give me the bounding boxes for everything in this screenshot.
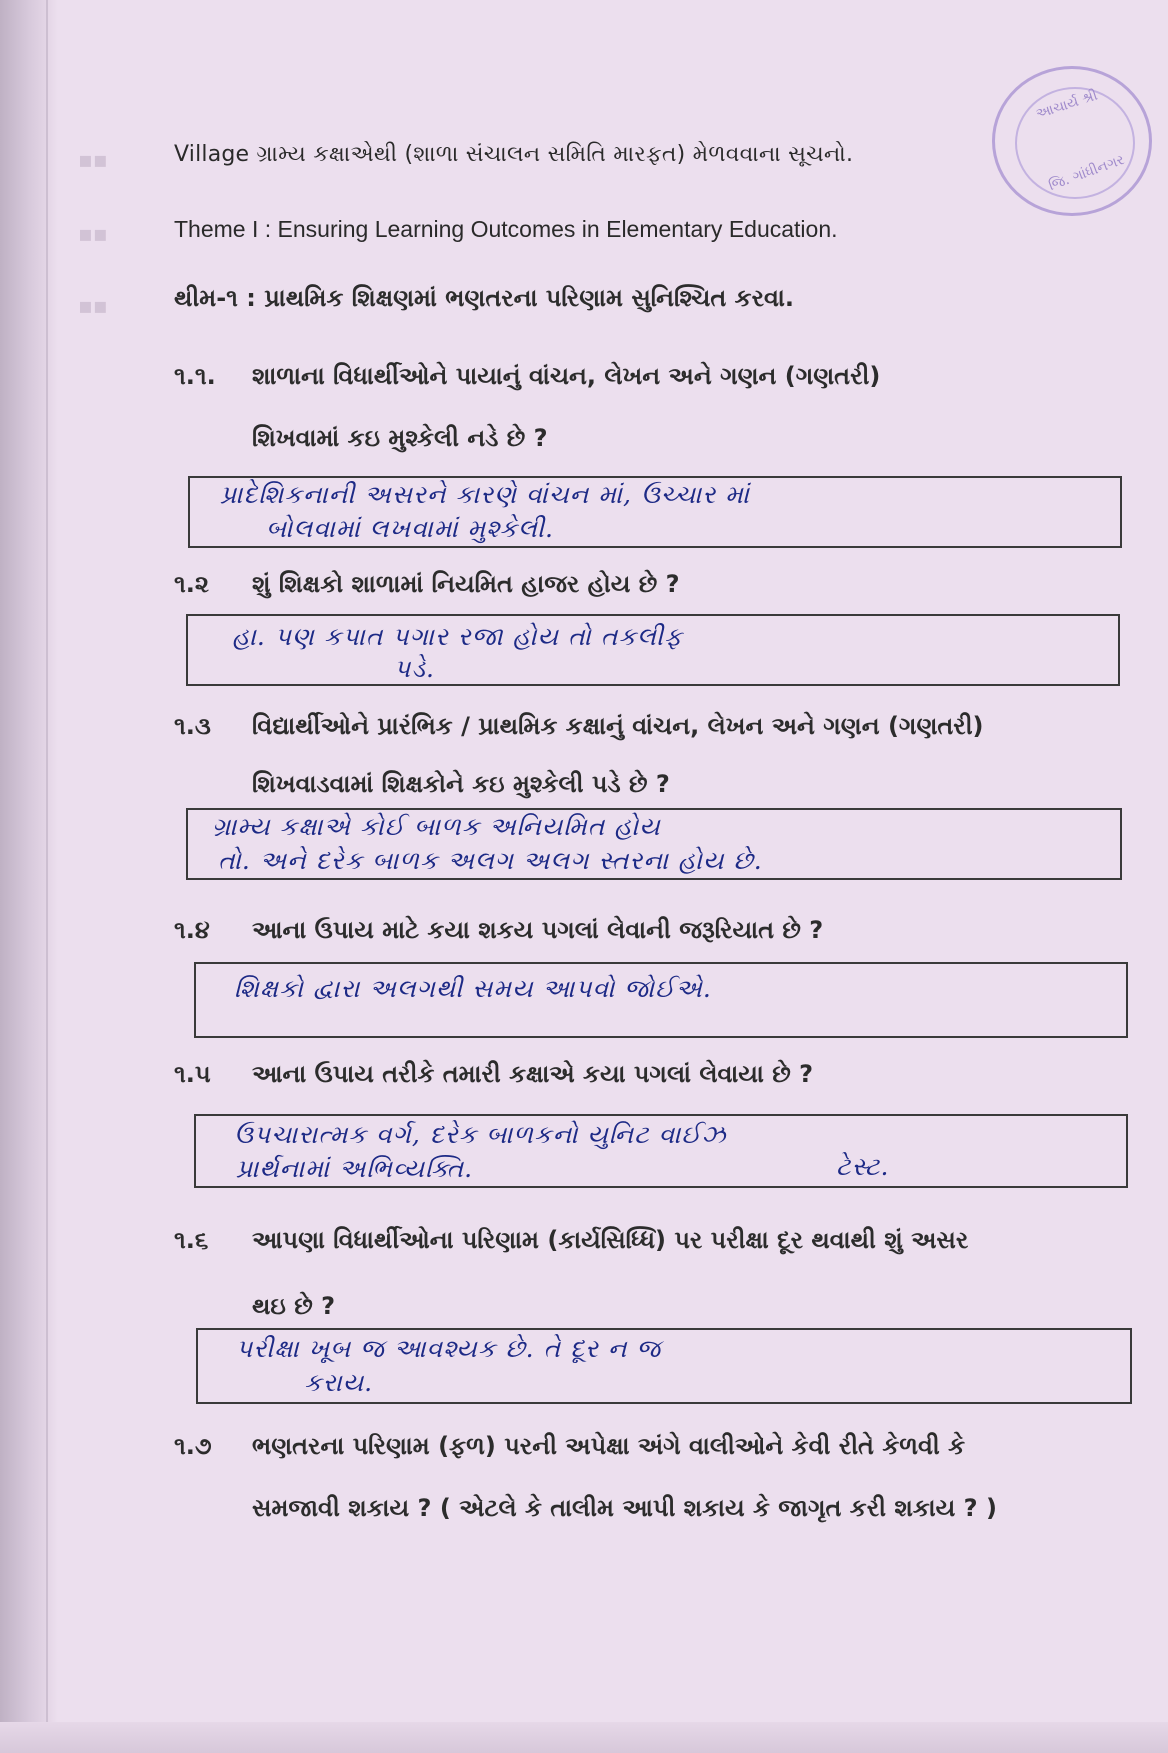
question-number: ૧.૫ <box>174 1060 211 1088</box>
question-number: ૧.૪ <box>174 916 210 944</box>
handwritten-answer: શિક્ષકો દ્વારા અલગથી સમય આપવો જોઈએ. <box>234 974 712 1003</box>
question-1-4 <box>174 916 823 944</box>
handwritten-answer: હા. પણ કપાત પગાર રજા હોય તો તકલીફ <box>232 622 683 651</box>
page-shadow-left <box>0 0 58 1753</box>
handwritten-answer: ગ્રામ્ય કક્ષાએ કોઈ બાળક અનિયમિત હોય <box>212 812 661 841</box>
answer-box-1-6 <box>196 1328 1132 1404</box>
handwritten-answer: બોલવામાં લખવામાં મુશ્કેલી. <box>266 514 554 543</box>
question-1-6 <box>174 1226 968 1254</box>
question-1-2 <box>174 570 680 598</box>
stamp-text-top: આચાર્ય શ્રી <box>1034 87 1100 123</box>
answer-box-1-2 <box>186 614 1120 686</box>
handwritten-answer: પ્રાર્થનામાં અભિવ્યક્તિ. <box>236 1154 474 1183</box>
question-1-1 <box>174 362 880 390</box>
handwritten-answer: ટેસ્ટ. <box>836 1152 890 1181</box>
handwritten-answer: ઉપચારાત્મક વર્ગ, દરેક બાળકનો યુનિટ વાઈઝ <box>234 1120 727 1149</box>
school-stamp <box>992 66 1152 216</box>
question-1-6-cont: થઇ છે ? <box>252 1292 336 1320</box>
handwritten-answer: કરાય. <box>304 1368 374 1397</box>
handwritten-answer: પડે. <box>394 654 435 683</box>
question-1-3 <box>174 712 984 740</box>
question-1-7 <box>174 1432 965 1460</box>
question-text-line: વિદ્યાર્થીઓને પ્રારંભિક / પ્રાથમિક કક્ષાનું વાંચન, લેખન અને ગણન (ગણતરી) <box>252 712 984 740</box>
question-number: ૧.૨ <box>174 570 209 598</box>
question-1-7-cont: સમજાવી શકાય ? ( એટલે કે તાલીમ આપી શકાય કે જાગૃત કરી શકાય ? ) <box>252 1494 997 1522</box>
stamp-text-bottom: જિ. ગાંધીનગર <box>1046 151 1127 195</box>
answer-box-1-1 <box>188 476 1122 548</box>
question-number: ૧.૬ <box>174 1226 209 1254</box>
bleed-through-mark: ▪▪ <box>78 294 108 319</box>
question-text-line: આના ઉપાય માટે કયા શકય પગલાં લેવાની જરૂરિયાત છે ? <box>252 916 824 944</box>
question-text-line: આપણા વિધાર્થીઓના પરિણામ (કાર્યસિધ્ધિ) પર પરીક્ષા દૂર થવાથી શું અસર <box>252 1226 969 1254</box>
village-heading: Village ગ્રામ્ય કક્ષાએથી (શાળા સંચાલન સમિતિ મારફત) મેળવવાના સૂચનો. <box>174 142 854 167</box>
question-1-5 <box>174 1060 813 1088</box>
question-text-line: શું શિક્ષકો શાળામાં નિયમિત હાજર હોય છે ? <box>252 570 680 598</box>
handwritten-answer: તો. અને દરેક બાળક અલગ અલગ સ્તરના હોય છે. <box>218 846 763 875</box>
question-1-1-cont: શિખવામાં કઇ મુશ્કેલી નડે છે ? <box>252 424 548 452</box>
question-text-line: આના ઉપાય તરીકે તમારી કક્ષાએ કયા પગલાં લેવાયા છે ? <box>252 1060 814 1088</box>
question-text-line: ભણતરના પરિણામ (ફળ) પરની અપેક્ષા અંગે વાલીઓને કેવી રીતે કેળવી કે <box>252 1432 966 1460</box>
answer-box-1-4 <box>194 962 1128 1038</box>
theme-gujarati-heading: થીમ-૧ : પ્રાથમિક શિક્ષણમાં ભણતરના પરિણામ સુનિશ્ચિત કરવા. <box>174 284 794 312</box>
bleed-through-mark: ▪▪ <box>78 148 108 173</box>
question-number: ૧.૧. <box>174 362 216 390</box>
handwritten-answer: પરીક્ષા ખૂબ જ આવશ્યક છે. તે દૂર ન જ <box>236 1334 662 1363</box>
theme-english-heading: Theme I : Ensuring Learning Outcomes in Elementary Education. <box>174 216 838 242</box>
handwritten-answer: પ્રાદેશિકનાની અસરને કારણે વાંચન માં, ઉચ્ચાર માં <box>220 480 750 509</box>
question-text-line: શાળાના વિધાર્થીઓને પાયાનું વાંચન, લેખન અને ગણન (ગણતરી) <box>252 362 881 390</box>
question-number: ૧.૭ <box>174 1432 212 1460</box>
answer-box-1-3 <box>186 808 1122 880</box>
bleed-through-mark: ▪▪ <box>78 222 108 247</box>
page-bottom-edge <box>0 1722 1168 1753</box>
page-edge-line <box>46 0 48 1753</box>
answer-box-1-5 <box>194 1114 1128 1188</box>
question-number: ૧.૩ <box>174 712 211 740</box>
question-1-3-cont: શિખવાડવામાં શિક્ષકોને કઇ મુશ્કેલી પડે છે ? <box>252 770 670 798</box>
